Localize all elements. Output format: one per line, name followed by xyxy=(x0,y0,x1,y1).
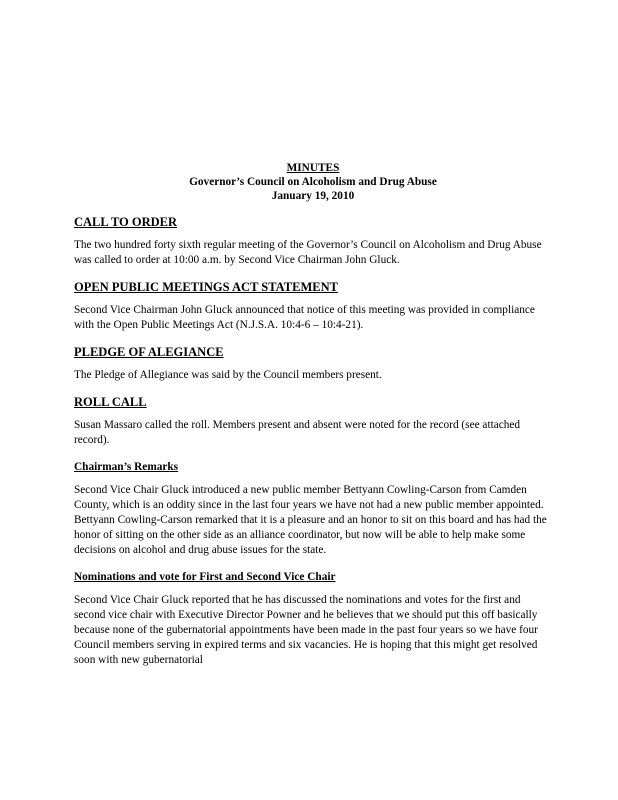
minutes-document xyxy=(74,161,552,668)
document-title: MINUTES xyxy=(286,162,340,174)
meeting-date: January 19, 2010 xyxy=(271,190,355,202)
section-heading-call-to-order: CALL TO ORDER xyxy=(74,215,178,229)
section-text-chairmans-remarks: Second Vice Chair Gluck introduced a new public member Bettyann Cowling-Carson from Camden County, which is an oddity since in the last four years we have not had a new public member appointed. Bettyann Cowling-Carson remarked that it is a pleasure and an honor to sit on this board and has had the honor of sitting on the other side as an alliance coordinator, but now will be able to help make some decisions on alcohol and drug abuse issues for the state. xyxy=(74,484,547,556)
section-heading-chairmans-remarks: Chairman’s Remarks xyxy=(74,461,179,473)
organization-name: Governor’s Council on Alcoholism and Drug Abuse xyxy=(189,176,437,188)
section-heading-open-public-meetings: OPEN PUBLIC MEETINGS ACT STATEMENT xyxy=(74,280,338,294)
section-text-open-public-meetings: Second Vice Chairman John Gluck announced that notice of this meeting was provided in compliance with the Open Public Meetings Act (N.J.S.A. 10:4-6 – 10:4-21). xyxy=(74,304,535,331)
document-header xyxy=(74,161,552,203)
section-heading-roll-call: ROLL CALL xyxy=(74,395,147,409)
section-heading-nominations: Nominations and vote for First and Second Vice Chair xyxy=(74,571,336,583)
section-text-call-to-order: The two hundred forty sixth regular meeting of the Governor’s Council on Alcoholism and Drug Abuse was called to order at 10:00 a.m. by Second Vice Chairman John Gluck. xyxy=(74,239,542,266)
section-heading-pledge: PLEDGE OF ALEGIANCE xyxy=(74,345,224,359)
section-text-roll-call: Susan Massaro called the roll. Members present and absent were noted for the record (see attached record). xyxy=(74,419,521,446)
section-text-nominations: Second Vice Chair Gluck reported that he has discussed the nominations and votes for the first and second vice chair with Executive Director Powner and he believes that we should put this off basically because none of the gubernatorial appointments have been made in the past four years so we have four Council members serving in expired terms and six vacancies. He is hoping that this might get resolved soon with new gubernatorial xyxy=(74,594,538,666)
section-text-pledge: The Pledge of Allegiance was said by the Council members present. xyxy=(74,369,382,381)
